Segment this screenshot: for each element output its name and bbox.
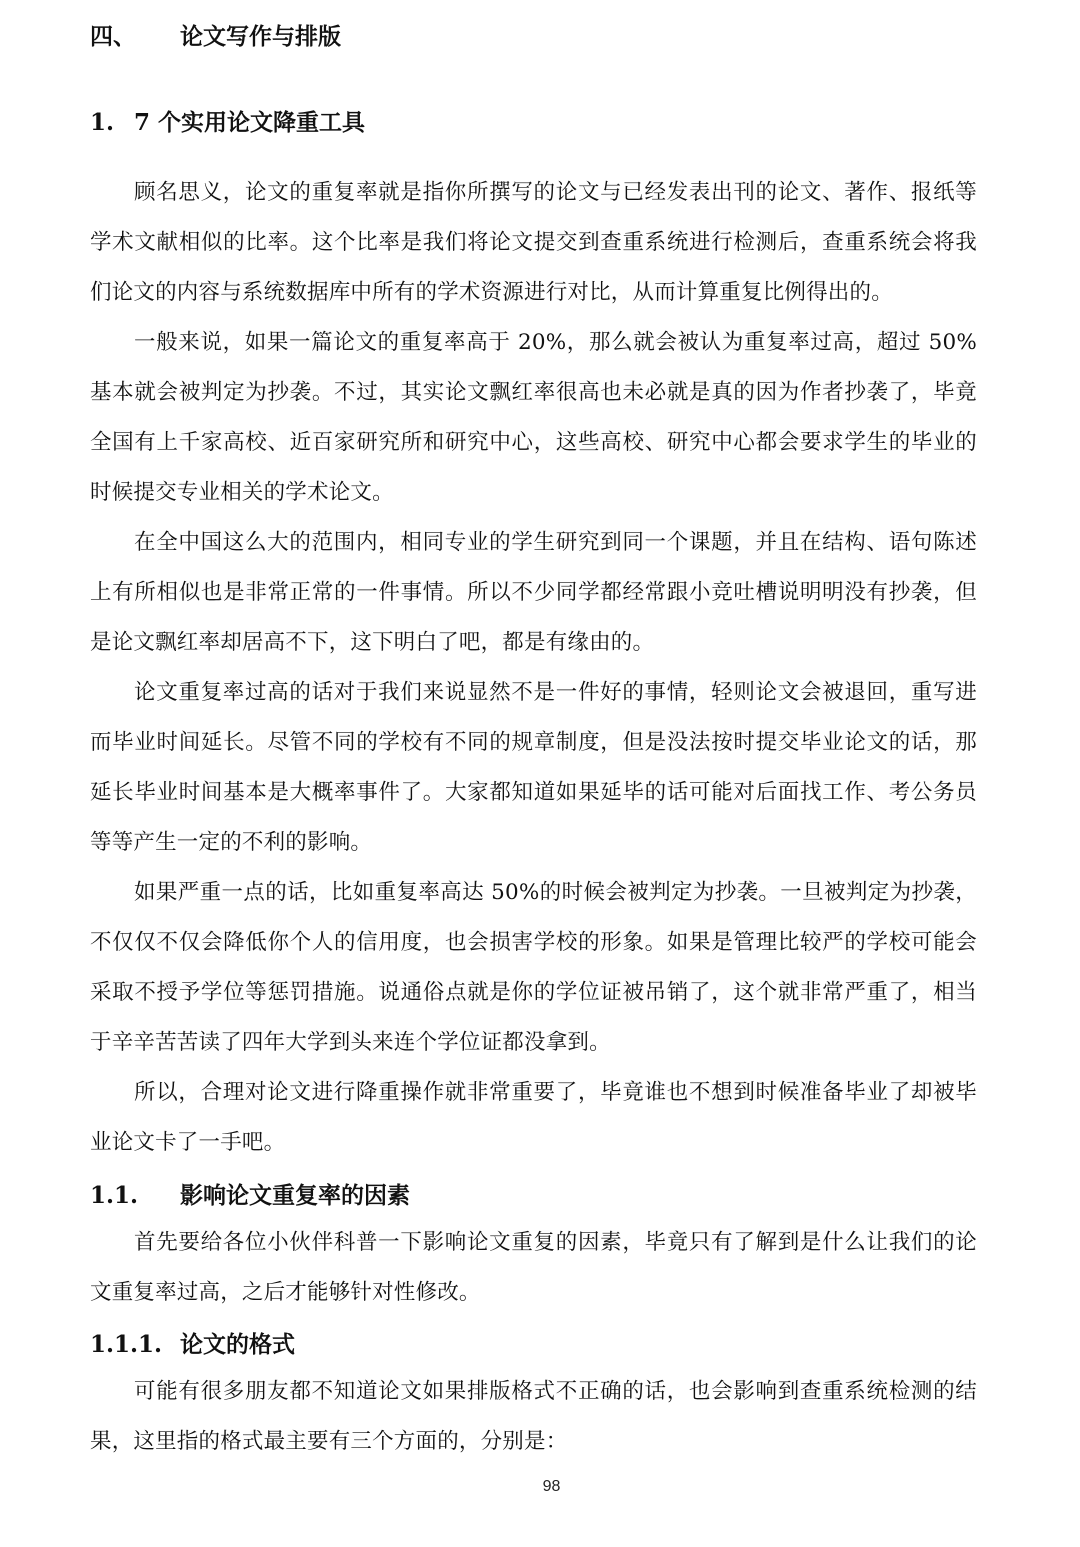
paragraph-7: 首先要给各位小伙伴科普一下影响论文重复的因素，毕竟只有了解到是什么让我们的论文重复率过高，之后才能够针对性修改。 <box>90 1230 977 1305</box>
paragraph-1: 顾名思义，论文的重复率就是指你所撰写的论文与已经发表出刊的论文、著作、报纸等学术文献相似的比率。这个比率是我们将论文提交到查重系统进行检测后，查重系统会将我们论文的内容与系统数据库中所有的学术资源进行对比，从而计算重复比例得出的。 <box>90 180 977 305</box>
subsection-number: 1. <box>90 109 115 136</box>
paragraph-8: 可能有很多朋友都不知道论文如果排版格式不正确的话，也会影响到查重系统检测的结果，这里指的格式最主要有三个方面的，分别是： <box>90 1379 977 1454</box>
sub-subsection-number: 1.1. <box>90 1182 139 1209</box>
subsection-heading <box>90 108 365 138</box>
level4-number: 1.1.1. <box>90 1331 163 1358</box>
sub-subsection-heading <box>90 1181 410 1211</box>
page-number: 98 <box>542 1478 561 1495</box>
paragraph-5: 如果严重一点的话，比如重复率高达 50%的时候会被判定为抄袭。一旦被判定为抄袭，不仅仅不仅会降低你个人的信用度，也会损害学校的形象。如果是管理比较严的学校可能会采取不授予学位等惩罚措施。说通俗点就是你的学位证被吊销了，这个就非常严重了，相当于辛辛苦苦读了四年大学到头来连个学位证都没拿到。 <box>90 880 977 1055</box>
section-number: 四、 <box>90 23 136 50</box>
level4-title: 论文的格式 <box>180 1331 295 1358</box>
paragraph-3: 在全中国这么大的范围内，相同专业的学生研究到同一个课题，并且在结构、语句陈述上有所相似也是非常正常的一件事情。所以不少同学都经常跟小竞吐槽说明明没有抄袭，但是论文飘红率却居高不下，这下明白了吧，都是有缘由的。 <box>90 530 977 655</box>
section-heading <box>90 22 341 52</box>
level4-heading <box>90 1330 295 1360</box>
subsection-title: 7 个实用论文降重工具 <box>134 109 366 136</box>
sub-subsection-title: 影响论文重复率的因素 <box>180 1182 410 1209</box>
paragraph-6: 所以，合理对论文进行降重操作就非常重要了，毕竟谁也不想到时候准备毕业了却被毕业论文卡了一手吧。 <box>90 1080 977 1155</box>
section-title: 论文写作与排版 <box>180 23 341 50</box>
paragraph-2: 一般来说，如果一篇论文的重复率高于 20%，那么就会被认为重复率过高，超过 50%基本就会被判定为抄袭。不过，其实论文飘红率很高也未必就是真的因为作者抄袭了，毕竟全国有上千家高校、近百家研究所和研究中心，这些高校、研究中心都会要求学生的毕业的时候提交专业相关的学术论文。 <box>90 330 977 505</box>
paragraph-4: 论文重复率过高的话对于我们来说显然不是一件好的事情，轻则论文会被退回，重写进而毕业时间延长。尽管不同的学校有不同的规章制度，但是没法按时提交毕业论文的话，那延长毕业时间基本是大概率事件了。大家都知道如果延毕的话可能对后面找工作、考公务员等等产生一定的不利的影响。 <box>90 680 977 855</box>
